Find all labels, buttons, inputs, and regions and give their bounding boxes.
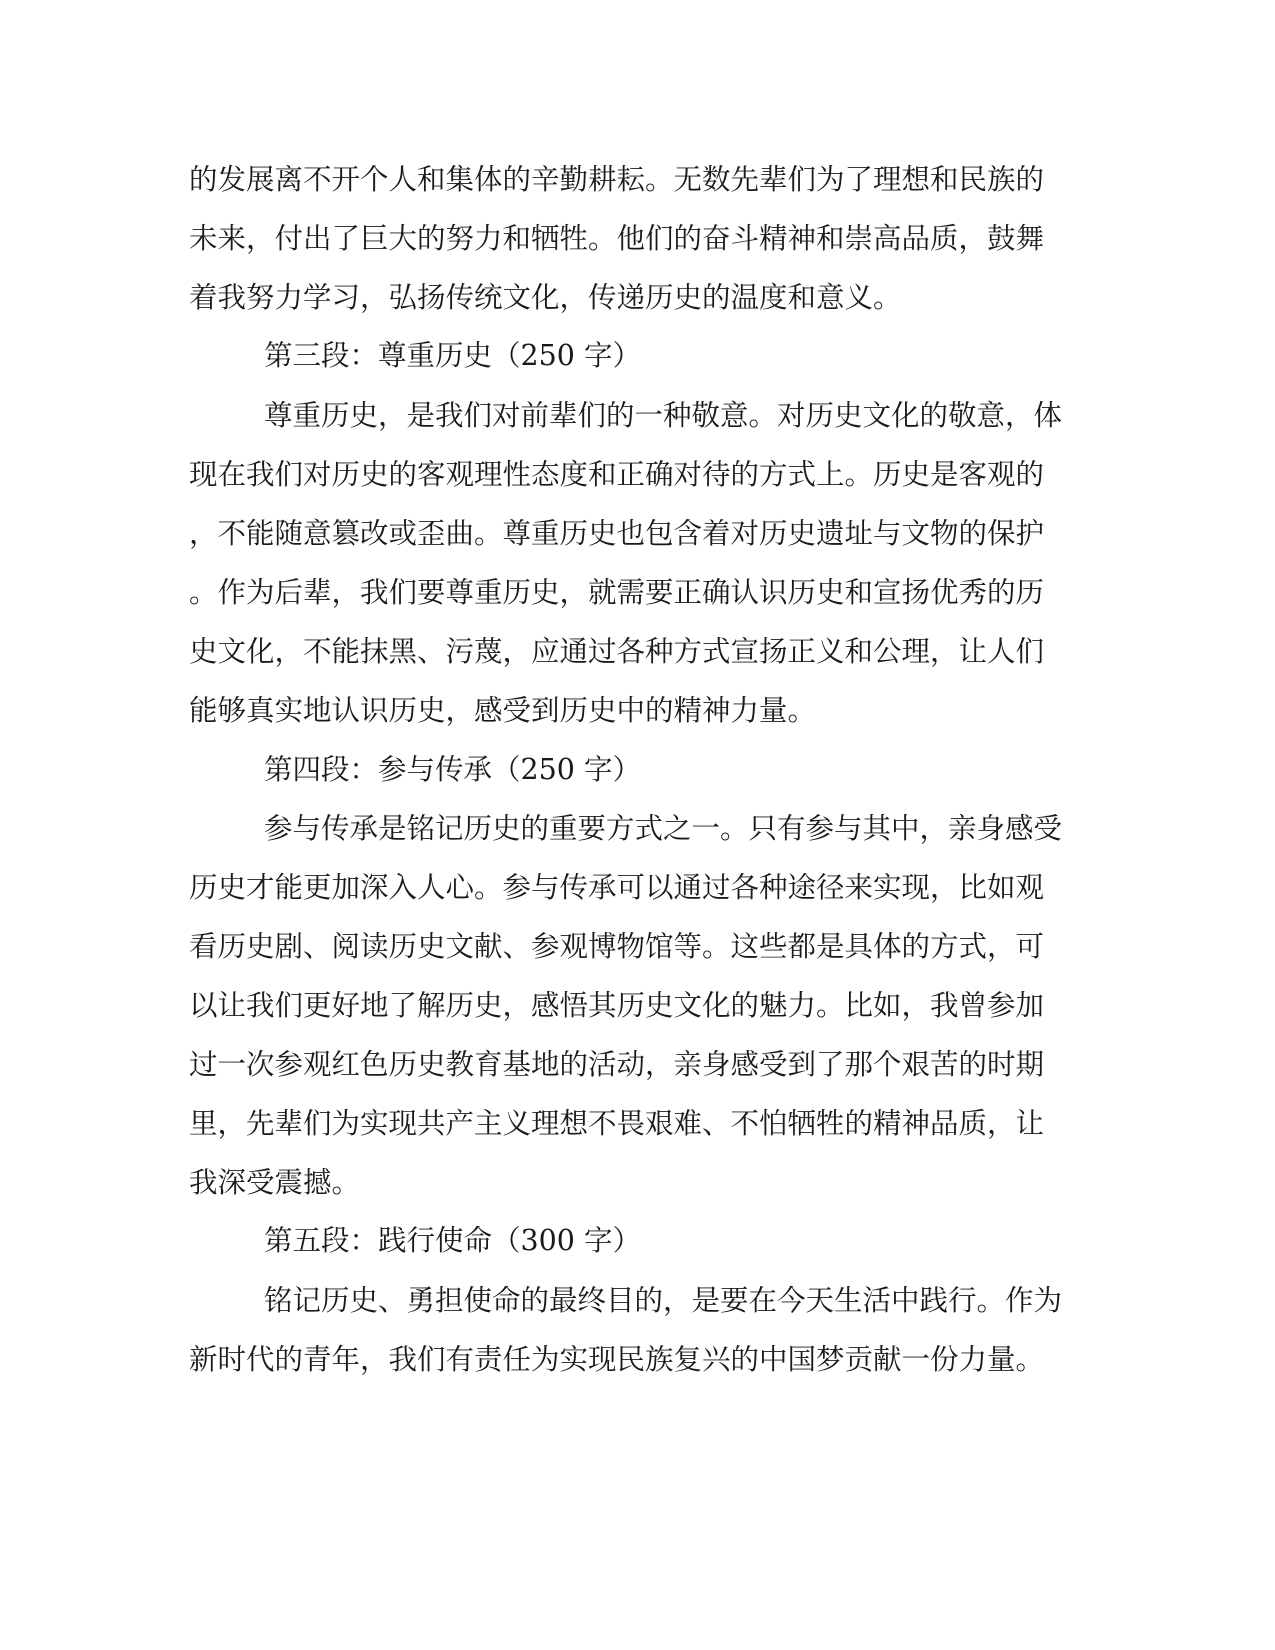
body-line: 我深受震撼。 [189, 1166, 361, 1199]
body-line: 未来，付出了巨大的努力和牺牲。他们的奋斗精神和崇高品质，鼓舞 [189, 222, 1045, 255]
body-line: 着我努力学习，弘扬传统文化，传递历史的温度和意义。 [189, 281, 902, 314]
body-line: 历史才能更加深入人心。参与传承可以通过各种途径来实现，比如观 [189, 871, 1045, 904]
body-line: 的发展离不开个人和集体的辛勤耕耘。无数先辈们为了理想和民族的 [189, 163, 1045, 196]
section-heading-3: 第三段：尊重历史（250 字） [264, 339, 641, 372]
body-line: 。作为后辈，我们要尊重历史，就需要正确认识历史和宣扬优秀的历 [189, 576, 1045, 609]
body-line: 铭记历史、勇担使命的最终目的，是要在今天生活中践行。作为 [264, 1284, 1063, 1317]
body-line: 看历史剧、阅读历史文献、参观博物馆等。这些都是具体的方式，可 [189, 930, 1045, 963]
body-line: 能够真实地认识历史，感受到历史中的精神力量。 [189, 694, 817, 727]
body-line: 以让我们更好地了解历史，感悟其历史文化的魅力。比如，我曾参加 [189, 989, 1045, 1022]
body-line: 史文化，不能抹黑、污蔑，应通过各种方式宣扬正义和公理，让人们 [189, 635, 1045, 668]
body-line: ，不能随意篡改或歪曲。尊重历史也包含着对历史遗址与文物的保护 [189, 517, 1045, 550]
body-line: 尊重历史，是我们对前辈们的一种敬意。对历史文化的敬意，体 [264, 399, 1063, 432]
section-heading-4: 第四段：参与传承（250 字） [264, 753, 641, 786]
section-heading-5: 第五段：践行使命（300 字） [264, 1224, 641, 1257]
body-line: 参与传承是铭记历史的重要方式之一。只有参与其中，亲身感受 [264, 812, 1063, 845]
body-line: 过一次参观红色历史教育基地的活动，亲身感受到了那个艰苦的时期 [189, 1048, 1045, 1081]
body-line: 现在我们对历史的客观理性态度和正确对待的方式上。历史是客观的 [189, 458, 1045, 491]
body-line: 新时代的青年，我们有责任为实现民族复兴的中国梦贡献一份力量。 [189, 1343, 1045, 1376]
body-line: 里，先辈们为实现共产主义理想不畏艰难、不怕牺牲的精神品质，让 [189, 1107, 1045, 1140]
